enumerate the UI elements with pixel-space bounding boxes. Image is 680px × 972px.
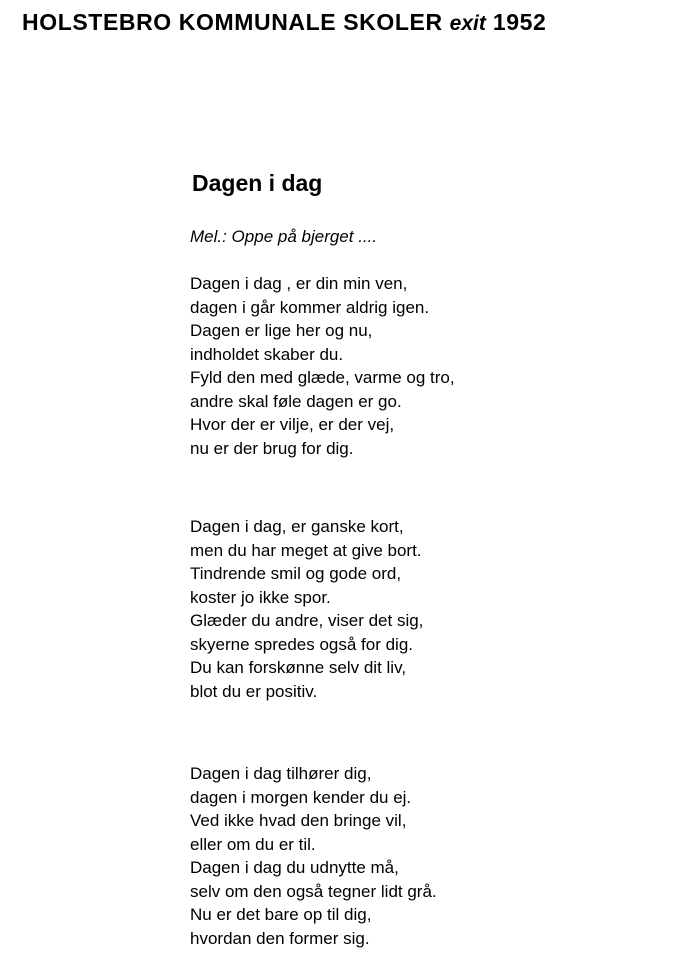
verse-line: koster jo ikke spor. <box>190 587 331 607</box>
verse-line: indholdet skaber du. <box>190 344 344 364</box>
verse-line: Ved ikke hvad den bringe vil, <box>190 811 407 830</box>
school-name: HOLSTEBRO KOMMUNALE SKOLER <box>22 9 443 35</box>
verse-line: Nu er det bare op til dig, <box>190 905 372 924</box>
page-header <box>22 8 546 38</box>
verse-line: nu er der brug for dig. <box>190 438 354 458</box>
verse-3 <box>190 762 437 950</box>
verse-line: hvordan den former sig. <box>190 928 370 948</box>
verse-line: blot du er positiv. <box>190 681 318 701</box>
verse-line: Dagen i dag du udnytte må, <box>190 858 399 877</box>
exit-label: exit <box>449 12 486 35</box>
melody-note: Mel.: Oppe på bjerget .... <box>190 227 378 246</box>
verse-2 <box>190 515 423 703</box>
song-title: Dagen i dag <box>192 170 323 196</box>
verse-line: skyerne spredes også for dig. <box>190 634 414 654</box>
verse-1 <box>190 272 455 460</box>
verse-line: Dagen er lige her og nu, <box>190 321 373 340</box>
verse-line: eller om du er til. <box>190 834 316 854</box>
exit-year: 1952 <box>492 9 547 35</box>
verse-line: Du kan forskønne selv dit liv, <box>190 658 407 677</box>
verse-line: dagen i morgen kender du ej. <box>190 787 412 807</box>
verse-line: Dagen i dag , er din min ven, <box>190 274 408 293</box>
verse-line: Tindrende smil og gode ord, <box>190 564 402 583</box>
verse-line: Fyld den med glæde, varme og tro, <box>190 368 455 387</box>
verse-line: Hvor der er vilje, er der vej, <box>190 415 395 434</box>
verse-line: andre skal føle dagen er go. <box>190 391 402 411</box>
verse-line: Dagen i dag, er ganske kort, <box>190 517 404 536</box>
verse-line: men du har meget at give bort. <box>190 540 422 560</box>
verse-line: Dagen i dag tilhører dig, <box>190 764 372 783</box>
verse-line: Glæder du andre, viser det sig, <box>190 611 424 630</box>
verse-line: selv om den også tegner lidt grå. <box>190 881 437 901</box>
verse-line: dagen i går kommer aldrig igen. <box>190 297 430 317</box>
